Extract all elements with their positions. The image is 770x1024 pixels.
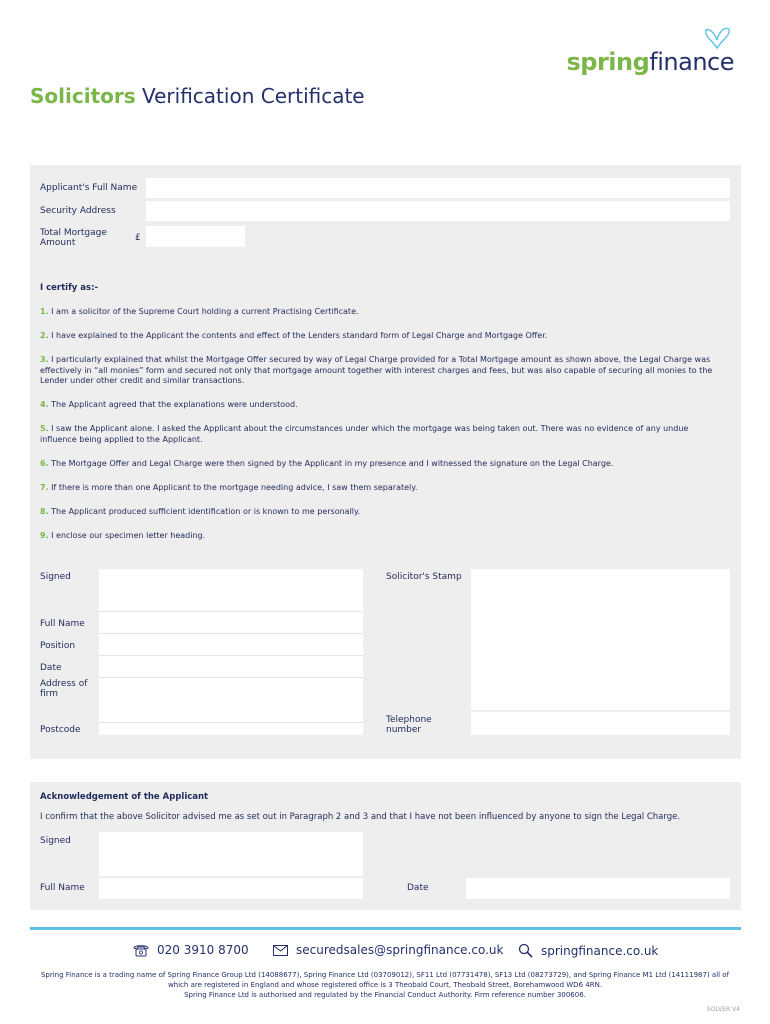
email-address: securedsales@springfinance.co.uk — [296, 943, 504, 957]
brand-spring: spring — [566, 48, 650, 76]
postcode-field[interactable] — [99, 723, 363, 735]
ack-signed-label: Signed — [40, 836, 71, 846]
certify-item-7 — [40, 483, 720, 494]
item-number: 2. — [40, 331, 49, 340]
title-highlight: Solicitors — [30, 84, 136, 108]
item-text: The Mortgage Offer and Legal Charge were then signed by the Applicant in my presence and I witnessed the signature on the Legal Charge. — [48, 459, 614, 468]
acknowledgement-heading: Acknowledgement of the Applicant — [40, 792, 209, 802]
title-rest: Verification Certificate — [135, 84, 365, 108]
applicant-full-name-field[interactable] — [146, 178, 730, 198]
date-label: Date — [40, 663, 62, 673]
certify-heading: I certify as:- — [40, 283, 99, 293]
email-icon — [273, 945, 288, 956]
certify-item-2 — [40, 331, 720, 342]
telephone-field[interactable] — [471, 712, 730, 735]
security-address-label: Security Address — [40, 206, 116, 216]
certify-item-5 — [40, 424, 720, 445]
solicitors-stamp-field[interactable] — [471, 569, 730, 710]
item-text: I am a solicitor of the Supreme Court holding a current Practising Certificate. — [48, 307, 359, 316]
item-number: 6. — [40, 459, 49, 468]
certify-item-1 — [40, 307, 720, 318]
certify-item-6 — [40, 459, 720, 470]
certify-item-4 — [40, 400, 720, 411]
ack-date-field[interactable] — [466, 878, 730, 899]
full-name-field[interactable] — [99, 612, 363, 634]
currency-symbol: £ — [135, 233, 141, 243]
certify-item-3 — [40, 355, 720, 387]
item-text: I particularly explained that whilst the Mortgage Offer secured by way of Legal Charge provided for a Total Mortgage amount as shown above, the Legal Charge was effectively in “all monies” form and secured not only that mortgage amount together with interest charges and fees, but was also capable of securing all monies to the Lender under other credit and similar transactions. — [40, 355, 713, 385]
legal-line-2: Spring Finance Ltd is authorised and regulated by the Financial Conduct Authority. Firm reference number 300606. — [184, 991, 586, 999]
item-number: 3. — [40, 355, 49, 364]
position-label: Position — [40, 641, 76, 651]
legal-notice — [40, 970, 730, 1000]
item-number: 7. — [40, 483, 49, 492]
item-number: 4. — [40, 400, 49, 409]
address-of-firm-field[interactable] — [99, 678, 363, 723]
postcode-label: Postcode — [40, 725, 81, 735]
acknowledgement-text: I confirm that the above Solicitor advised me as set out in Paragraph 2 and 3 and that I have not been influenced by anyone to sign the Legal Charge. — [40, 812, 681, 822]
certify-item-9 — [40, 531, 720, 542]
certify-item-8 — [40, 507, 720, 518]
contact-website[interactable] — [518, 943, 658, 958]
phone-icon — [133, 943, 149, 957]
solicitors-stamp-label: Solicitor's Stamp — [386, 572, 462, 582]
ack-date-label: Date — [407, 883, 429, 893]
page-title — [30, 84, 365, 108]
item-text: If there is more than one Applicant to the mortgage needing advice, I saw them separately. — [48, 483, 418, 492]
spring-finance-logo — [504, 26, 734, 82]
footer-rule — [30, 927, 741, 930]
item-text: I saw the Applicant alone. I asked the Applicant about the circumstances under which the mortgage was being taken out. There was no evidence of any undue influence being applied to the Applicant. — [40, 424, 689, 444]
item-text: I have explained to the Applicant the contents and effect of the Lenders standard form of Legal Charge and Mortgage Offer. — [48, 331, 548, 340]
item-number: 9. — [40, 531, 49, 540]
signed-label: Signed — [40, 572, 71, 582]
item-number: 5. — [40, 424, 49, 433]
position-field[interactable] — [99, 634, 363, 656]
applicant-full-name-label: Applicant's Full Name — [40, 183, 138, 193]
date-field[interactable] — [99, 656, 363, 678]
item-text: The Applicant produced sufficient identification or is known to me personally. — [48, 507, 361, 516]
item-number: 8. — [40, 507, 49, 516]
legal-line-1: Spring Finance is a trading name of Spring Finance Group Ltd (14088677), Spring Finance Ltd (03709012), SF11 Ltd (07731478), SF13 Ltd (08273729), and Spring Finance M1 Ltd (14111987) all of which are registered in England and whose registered office is 3 Theobald Court, Theobald Street, Borehamwood WD6 4RN. — [40, 971, 730, 989]
signed-field[interactable] — [99, 569, 363, 612]
version-label: SOLVER V4 — [706, 1006, 740, 1013]
address-of-firm-label: Address of firm — [40, 679, 88, 699]
contact-phone[interactable] — [133, 943, 249, 957]
total-mortgage-field[interactable] — [146, 226, 245, 247]
item-number: 1. — [40, 307, 49, 316]
search-icon — [518, 943, 533, 958]
contact-email[interactable] — [273, 943, 503, 957]
security-address-field[interactable] — [146, 201, 730, 221]
ack-signed-field[interactable] — [99, 832, 363, 876]
brand-finance: finance — [649, 48, 734, 76]
total-mortgage-label: Total Mortgage Amount — [40, 228, 107, 248]
ack-full-name-field[interactable] — [99, 878, 363, 899]
website-url: springfinance.co.uk — [541, 943, 659, 958]
phone-number: 020 3910 8700 — [157, 943, 249, 957]
full-name-label: Full Name — [40, 619, 85, 629]
ack-full-name-label: Full Name — [40, 883, 85, 893]
item-text: I enclose our specimen letter heading. — [48, 531, 206, 540]
telephone-label: Telephone number — [386, 715, 432, 735]
item-text: The Applicant agreed that the explanations were understood. — [48, 400, 298, 409]
